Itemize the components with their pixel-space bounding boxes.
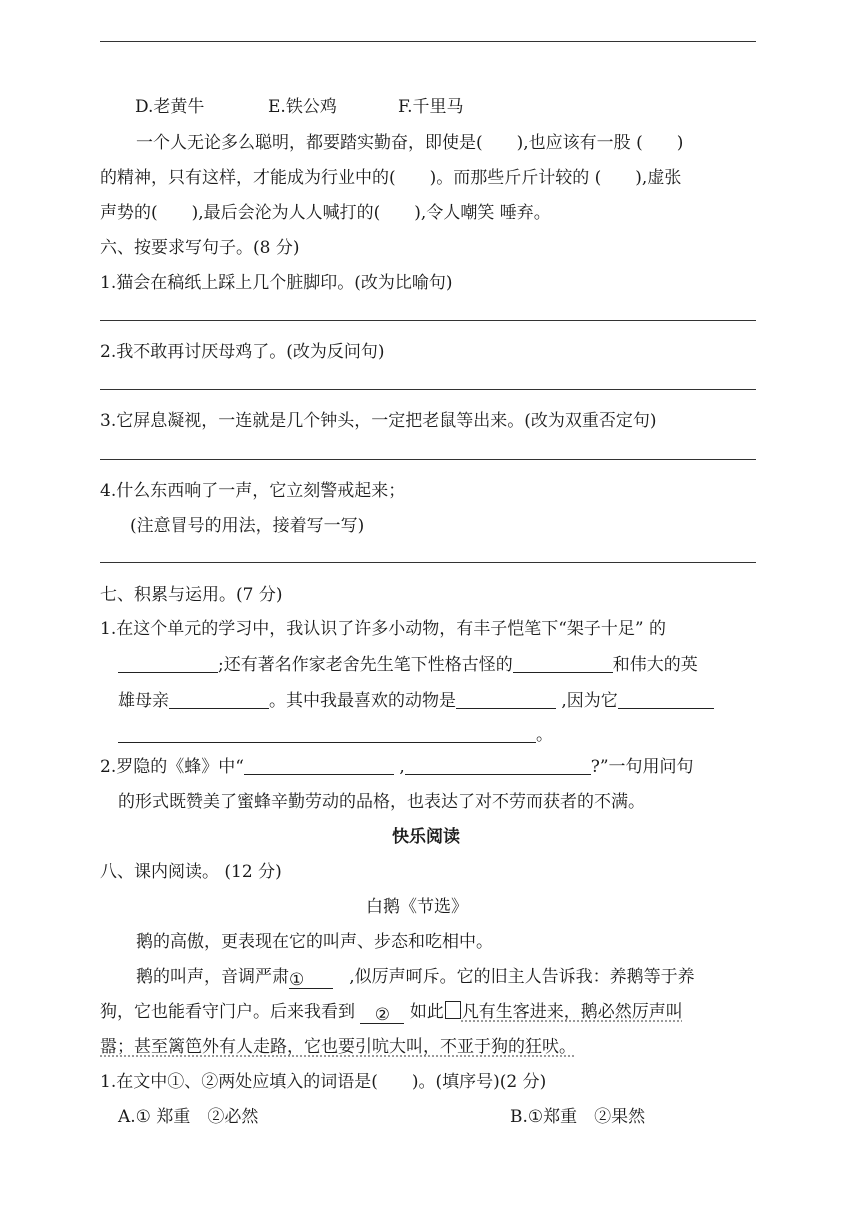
section-6-question-3: 3.它屏息凝视，一连就是几个钟头，一定把老鼠等出来。(改为双重否定句) <box>100 411 657 431</box>
q1-text-c: 和伟大的英 <box>612 655 698 675</box>
q2-text-c: ?”一句用问句 <box>590 757 694 777</box>
mark-2: ② <box>374 1005 391 1025</box>
answer-line-q2[interactable] <box>100 389 756 390</box>
answer-line-q1[interactable] <box>100 320 756 321</box>
fill-passage-line-2: 的精神，只有这样，才能成为行业中的( )。而那些斤斤计较的 ( ),虚张 <box>100 168 682 188</box>
section-6-title: 六、按要求写句子。(8 分) <box>100 238 300 258</box>
option-f: F.千里马 <box>398 97 464 117</box>
option-e: E.铁公鸡 <box>268 97 337 117</box>
answer-line-q4[interactable] <box>100 562 756 563</box>
para2-text-e: 凡有生客进来，鹅必然厉声叫 <box>461 1002 683 1022</box>
section-7-q1-line-1: 1.在这个单元的学习中，我认识了许多小动物，有丰子恺笔下“架子十足” 的 <box>100 619 667 639</box>
para2-text-d: 如此 <box>409 1002 444 1022</box>
blank-5[interactable] <box>618 690 714 709</box>
blank-1[interactable] <box>118 654 218 673</box>
section-6-question-1: 1.猫会在稿纸上踩上几个脏脚印。(改为比喻句) <box>100 273 453 293</box>
blank-4[interactable] <box>456 690 556 709</box>
reading-option-a[interactable]: A.① 郑重 ②必然 <box>118 1107 259 1127</box>
passage-paragraph-2-line-1 <box>136 962 695 989</box>
q2-text-a: 2.罗隐的《蜂》中“ <box>100 757 244 777</box>
reading-option-b[interactable]: B.①郑重 ②果然 <box>510 1107 646 1127</box>
section-7-q1-line-3 <box>118 686 714 711</box>
top-rule <box>100 41 756 42</box>
q1-text-f: ,因为它 <box>556 691 618 711</box>
passage-paragraph-1: 鹅的高傲，更表现在它的叫声、步态和吃相中。 <box>136 932 493 952</box>
blank-2[interactable] <box>513 654 613 673</box>
fill-passage-line-1: 一个人无论多么聪明，都要踏实勤奋，即使是( ),也应该有一股 ( ) <box>136 133 684 153</box>
q1-text-d: 雄母亲 <box>118 691 169 711</box>
mark-1: ① <box>289 970 305 990</box>
section-7-q1-line-2 <box>118 650 698 675</box>
blank-6[interactable] <box>118 724 536 743</box>
reading-heading: 快乐阅读 <box>392 827 460 847</box>
q1-text-e: 。其中我最喜欢的动物是 <box>269 691 456 711</box>
section-6-question-4: 4.什么东西响了一声，它立刻警戒起来； <box>100 481 406 501</box>
fill-passage-line-3: 声势的( ),最后会沦为人人喊打的( ),令人嘲笑 唾弃。 <box>100 203 551 223</box>
blank-mark-1[interactable] <box>289 970 333 989</box>
section-7-title: 七、积累与运用。(7 分) <box>100 585 283 605</box>
option-d: D.老黄牛 <box>135 97 205 117</box>
q1-text-b: ;还有著名作家老舍先生笔下性格古怪的 <box>218 655 513 675</box>
section-7-q1-line-4 <box>118 720 553 745</box>
blank-mark-2[interactable] <box>360 1005 404 1024</box>
blank-3[interactable] <box>169 690 269 709</box>
passage-paragraph-2-line-3: 嚣；甚至篱笆外有人走路，它也要引吭大叫，不亚于狗的狂吠。 <box>100 1037 576 1057</box>
para2-text-a: 鹅的叫声，音调严肃 <box>136 967 289 987</box>
reading-question-1: 1.在文中①、②两处应填入的词语是( )。(填序号)(2 分) <box>100 1072 547 1092</box>
passage-title: 白鹅《节选》 <box>366 897 468 917</box>
passage-paragraph-2-line-2 <box>100 997 683 1024</box>
para2-text-b: ,似厉声呵斥。它的旧主人告诉我：养鹅等于养 <box>349 967 695 987</box>
q1-text-g: 。 <box>536 725 553 745</box>
section-8-title: 八、课内阅读。 (12 分) <box>100 862 282 882</box>
section-6-question-4-note: (注意冒号的用法，接着写一写) <box>130 516 365 536</box>
q2-text-b: , <box>393 757 405 777</box>
para2-text-c: 狗，它也能看守门户。后来我看到 <box>100 1002 355 1022</box>
section-7-q2-line-1 <box>100 752 694 777</box>
blank-8[interactable] <box>405 756 591 775</box>
section-6-question-2: 2.我不敢再讨厌母鸡了。(改为反问句) <box>100 342 385 362</box>
empty-box[interactable] <box>445 1001 461 1019</box>
blank-7[interactable] <box>244 756 394 775</box>
section-7-q2-line-2: 的形式既赞美了蜜蜂辛勤劳动的品格，也表达了对不劳而获者的不满。 <box>118 792 645 812</box>
answer-line-q3[interactable] <box>100 459 756 460</box>
